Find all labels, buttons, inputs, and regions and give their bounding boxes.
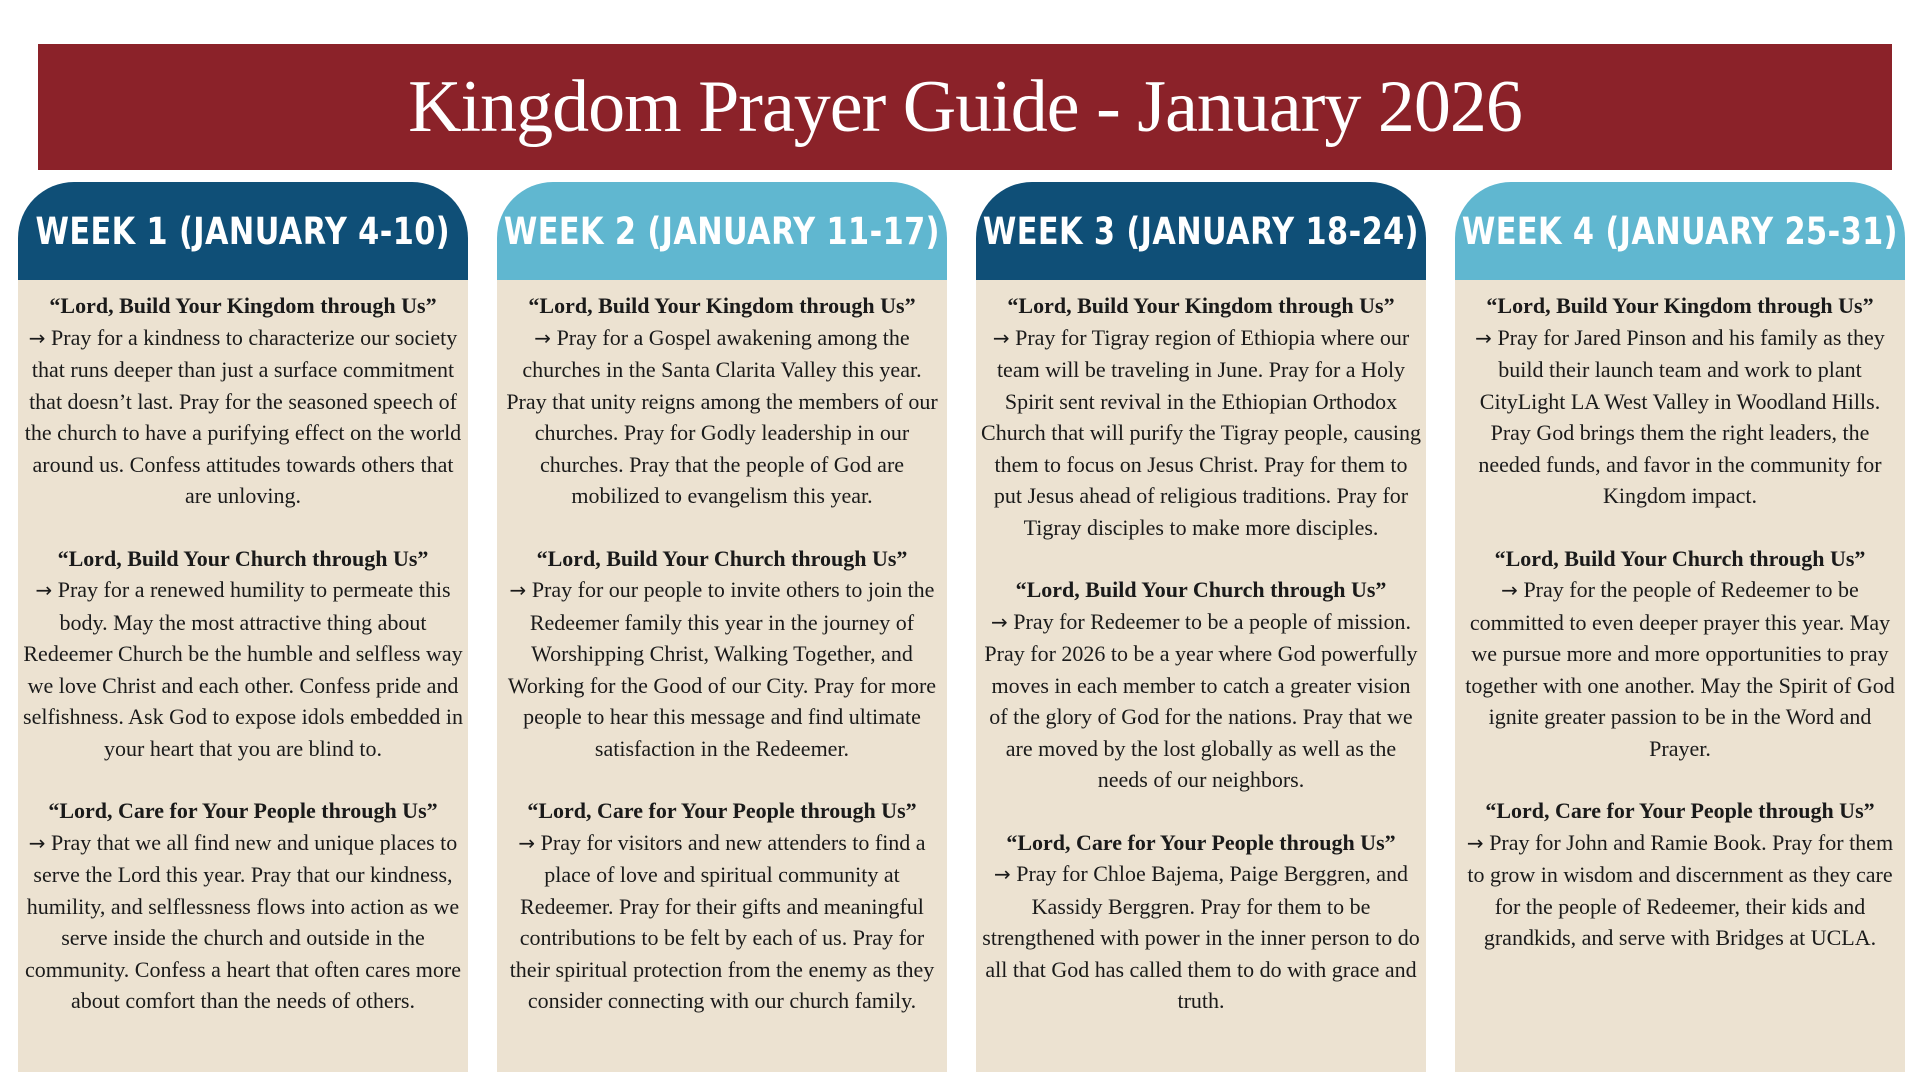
week-body-3: [976, 280, 1426, 1072]
section-body: Pray for a kindness to characterize our society that runs deeper than just a surface commitment that doesn’t last. Pray for the seasoned speech of the church to have a purifying effect on the world around us. Confess attitudes towards others that are unloving.: [24, 324, 462, 508]
prayer-section-people: [501, 795, 943, 1017]
arrow-right-icon: →: [28, 830, 46, 855]
arrow-right-icon: →: [991, 609, 1008, 634]
section-body: Pray for Redeemer to be a people of mission. Pray for 2026 to be a year where God powerfully moves in each member to catch a greater vision of the glory of God for the nations. Pray that we are moved by the lost globally as well as the needs of our neighbors.: [984, 608, 1418, 792]
prayer-section-church: [980, 574, 1422, 796]
section-body: Pray for John and Ramie Book. Pray for them to grow in wisdom and discernment as they care for the people of Redeemer, their kids and grandkids, and serve with Bridges at UCLA.: [1467, 829, 1894, 950]
section-text: [980, 858, 1422, 1017]
week-column-1: [18, 182, 468, 1072]
section-body: Pray for a renewed humility to permeate this body. May the most attractive thing about Redeemer Church be the humble and selfless way we love Christ and each other. Confess pride and selfishness. Ask God to expose idols embedded in your heart that you are blind to.: [23, 577, 463, 761]
week-header-2: [497, 182, 947, 280]
prayer-section-people: [980, 827, 1422, 1017]
section-title: “Lord, Build Your Kingdom through Us”: [528, 293, 916, 318]
section-text: [501, 322, 943, 512]
arrow-right-icon: →: [1475, 325, 1492, 350]
week-header-1: [18, 182, 468, 280]
week-body-1: [18, 280, 468, 1072]
prayer-section-kingdom: [980, 290, 1422, 543]
section-body: Pray for Tigray region of Ethiopia where our team will be traveling in June. Pray for a Holy Spirit sent revival in the Ethiopian Orthodox Church that will purify the Tigray people, causing them to focus on Jesus Christ. Pray for them to put Jesus ahead of religious traditions. Pray for Tigray disciples to make more disciples.: [981, 324, 1421, 540]
week-label-3: WEEK 3 (JANUARY 18-24): [982, 209, 1420, 253]
section-text: [22, 574, 464, 764]
page-title: Kingdom Prayer Guide - January 2026: [408, 65, 1522, 148]
week-column-2: [497, 182, 947, 1072]
section-text: [22, 827, 464, 1017]
section-title: “Lord, Build Your Kingdom through Us”: [1486, 293, 1874, 318]
arrow-right-icon: →: [509, 578, 527, 602]
section-title: “Lord, Build Your Church through Us”: [536, 545, 908, 571]
prayer-section-church: [501, 543, 943, 765]
prayer-section-church: [22, 543, 464, 765]
section-title: “Lord, Build Your Kingdom through Us”: [49, 293, 437, 318]
section-text: [1459, 574, 1901, 764]
section-title: “Lord, Build Your Church through Us”: [57, 545, 429, 571]
section-body: Pray for Jared Pinson and his family as they build their launch team and work to plant CityLight LA West Valley in Woodland Hills. Pray God brings them the right leaders, the needed funds, and favor in the community for Kingdom impact.: [1478, 324, 1885, 508]
week-label-1: WEEK 1 (JANUARY 4-10): [35, 209, 451, 253]
arrow-right-icon: →: [518, 830, 536, 855]
section-title: “Lord, Care for Your People through Us”: [48, 798, 438, 823]
section-title: “Lord, Build Your Church through Us”: [1015, 577, 1387, 602]
section-text: [980, 322, 1422, 544]
section-body: Pray for the people of Redeemer to be committed to even deeper prayer this year. May we pursue more and more opportunities to pray together with one another. May the Spirit of God ignite greater passion to be in the Word and Prayer.: [1465, 577, 1895, 761]
arrow-right-icon: →: [534, 325, 552, 350]
week-column-3: [976, 182, 1426, 1072]
section-text: [1459, 827, 1901, 954]
section-text: [1459, 322, 1901, 512]
arrow-right-icon: →: [993, 862, 1011, 886]
prayer-section-kingdom: [1459, 290, 1901, 512]
section-body: Pray for our people to invite others to join the Redeemer family this year in the journey of Worshipping Christ, Walking Together, and Working for the Good of our City. Pray for more people to hear this message and find ultimate satisfaction in the Redeemer.: [507, 577, 937, 761]
prayer-section-church: [1459, 543, 1901, 765]
prayer-section-people: [1459, 795, 1901, 954]
section-text: [980, 606, 1422, 796]
section-title: “Lord, Care for Your People through Us”: [1006, 829, 1396, 855]
week-body-4: [1455, 280, 1905, 1072]
week-body-2: [497, 280, 947, 1072]
arrow-right-icon: →: [35, 578, 53, 602]
section-title: “Lord, Build Your Church through Us”: [1494, 545, 1866, 571]
week-header-4: [1455, 182, 1905, 280]
week-column-4: [1455, 182, 1905, 1072]
arrow-right-icon: →: [1466, 830, 1484, 855]
prayer-section-kingdom: [22, 290, 464, 512]
week-label-2: WEEK 2 (JANUARY 11-17): [503, 209, 941, 253]
section-title: “Lord, Care for Your People through Us”: [1485, 798, 1875, 823]
section-body: Pray for visitors and new attenders to find a place of love and spiritual community at Redeemer. Pray for their gifts and meaningful contributions to be felt by each of us. Pray for their spiritual protection from the enemy as they consider connecting with our church family.: [509, 829, 935, 1013]
section-title: “Lord, Care for Your People through Us”: [527, 798, 917, 823]
week-header-3: [976, 182, 1426, 280]
section-body: Pray that we all find new and unique places to serve the Lord this year. Pray that our kindness, humility, and selflessness flows into action as we serve inside the church and outside in the community. Confess a heart that often cares more about comfort than the needs of others.: [25, 829, 461, 1013]
prayer-section-people: [22, 795, 464, 1017]
section-text: [22, 322, 464, 512]
title-banner: [38, 44, 1892, 170]
arrow-right-icon: →: [992, 325, 1010, 350]
prayer-section-kingdom: [501, 290, 943, 512]
section-text: [501, 574, 943, 764]
arrow-right-icon: →: [28, 325, 46, 350]
section-body: Pray for a Gospel awakening among the churches in the Santa Clarita Valley this year. Pray that unity reigns among the members of our churches. Pray for Godly leadership in our churches. Pray that the people of God are mobilized to evangelism this year.: [506, 324, 938, 508]
section-body: Pray for Chloe Bajema, Paige Berggren, and Kassidy Berggren. Pray for them to be strengthened with power in the inner person to do all that God has called them to do with grace and truth.: [982, 861, 1420, 1013]
arrow-right-icon: →: [1501, 578, 1518, 602]
section-title: “Lord, Build Your Kingdom through Us”: [1007, 293, 1395, 318]
week-label-4: WEEK 4 (JANUARY 25-31): [1461, 209, 1899, 253]
section-text: [501, 827, 943, 1017]
